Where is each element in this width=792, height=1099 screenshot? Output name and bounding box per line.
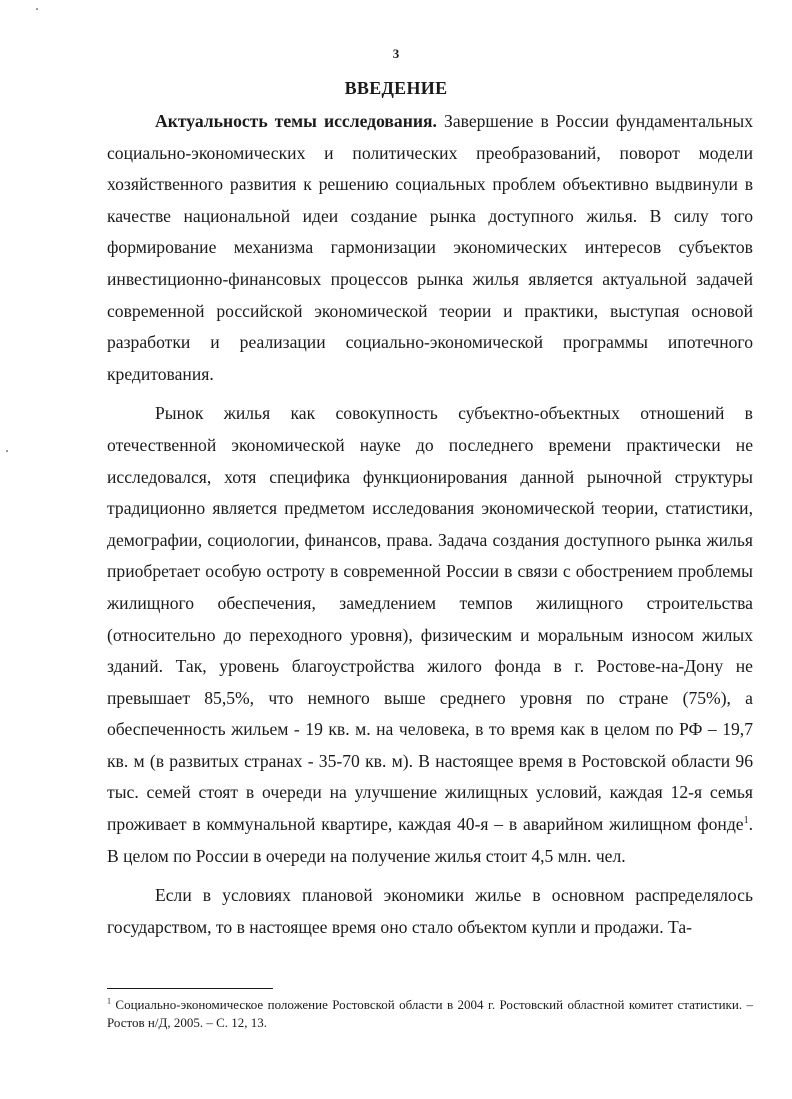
section-heading: ВВЕДЕНИЕ xyxy=(344,78,448,98)
paragraph-planned-economy xyxy=(107,880,753,943)
scan-speck xyxy=(6,450,8,452)
paragraph-lead-in: Актуальность темы исследования. xyxy=(155,111,437,131)
scan-speck xyxy=(36,8,38,10)
paragraph-text: Завершение в России фундаментальных социально-экономических и политических преобразований, поворот модели хозяйственного развития к решению социальных проблем объективно выдвинули в качестве национальной идеи создание рынка доступного жилья. В силу того формирование механизма гармонизации экономических интересов субъектов инвестиционно-финансовых процессов рынка жилья является актуальной задачей современной российской экономической теории и практики, выступая основой разработки и реализации социально-экономической программы ипотечного кредитования. xyxy=(107,111,753,384)
paragraph-text: Если в условиях плановой экономики жилье в основном распределялось государством, то в настоящее время оно стало объектом купли и продажи. Та- xyxy=(107,885,753,937)
paragraph-relevance xyxy=(107,106,753,390)
footnote xyxy=(107,996,753,1032)
footnote-marker: 1 xyxy=(107,996,111,1006)
body-text xyxy=(107,106,753,943)
paragraph-housing-market xyxy=(107,398,753,872)
page-number: 3 xyxy=(392,46,400,61)
footnote-reference: 1 xyxy=(743,815,749,827)
paragraph-text: Рынок жилья как совокупность субъектно-объектных отношений в отечественной экономической науке до последнего времени практически не исследовался, хотя специфика функционирования данной рыночной структуры традиционно является предметом исследования экономической теории, статистики, демографии, социологии, финансов, права. Задача создания доступного рынка жилья приобретает особую остроту в современной России в связи с обострением проблемы жилищного обеспечения, замедлением темпов жилищного строительства (относительно до переходного уровня), физическим и моральным износом жилых зданий. Так, уровень благоустройства жилого фонда в г. Ростове-на-Дону не превышает 85,5%, что немного выше среднего уровня по стране (75%), а обеспеченность жильем - 19 кв. м. на человека, в то время как в целом по РФ – 19,7 кв. м (в развитых странах - 35-70 кв. м). В настоящее время в Ростовской области 96 тыс. семей стоят в очереди на улучшение жилищных условий, каждая 12-я семья проживает в коммунальной квартире, каждая 40-я – в аварийном жилищном фонде xyxy=(107,403,753,835)
footnote-divider xyxy=(107,988,273,989)
paragraph-text-continued: . В целом по России в очереди на получение жилья стоит 4,5 млн. чел. xyxy=(107,814,753,866)
footnote-text: Социально-экономическое положение Ростовской области в 2004 г. Ростовский областной комитет статистики. – Ростов н/Д, 2005. – С. 12, 13. xyxy=(107,997,753,1030)
